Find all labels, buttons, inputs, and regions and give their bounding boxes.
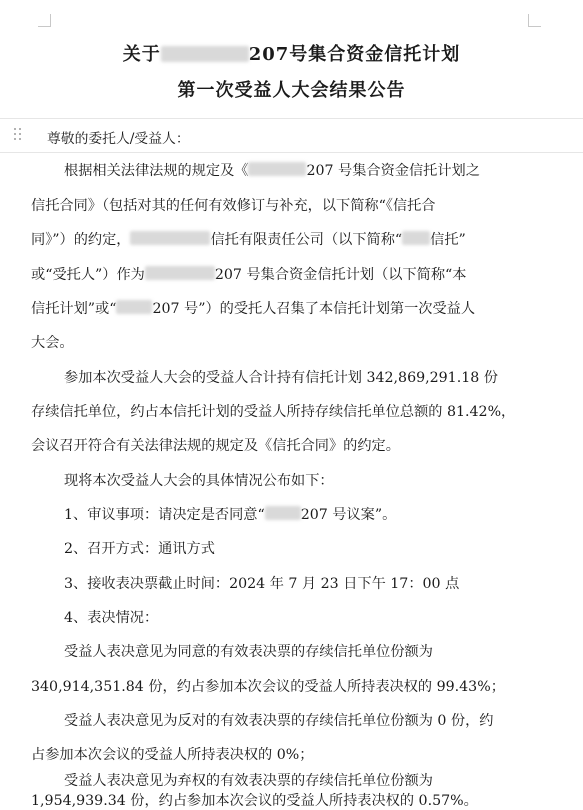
redacted-block (116, 300, 152, 314)
redacted-block (130, 231, 210, 245)
page-corner-mark-left (38, 14, 51, 27)
redacted-block (145, 266, 215, 280)
paragraph-line: 1,954,939.34 份，约占参加本次会议的受益人所持表决权的 0.57%。 (31, 793, 478, 809)
paragraph-line: 会议召开符合有关法律法规的规定及《信托合同》的约定。 (31, 438, 400, 454)
salutation: 尊敬的委托人/受益人： (47, 131, 190, 147)
list-item: 1、审议事项：请决定是否同意“ 207 号议案”。 (64, 507, 397, 523)
title-suffix: 207号集合资金信托计划 (248, 44, 461, 65)
paragraph-line: 受益人表决意见为反对的有效表决票的存续信托单位份额为 0 份，约 (64, 713, 494, 729)
paragraph-line: 现将本次受益人大会的具体情况公布如下： (64, 473, 334, 489)
redacted-block (265, 506, 301, 520)
redacted-block (402, 231, 430, 245)
paragraph-line: 根据相关法律法规的规定及《 207 号集合资金信托计划之 (64, 163, 480, 179)
paragraph-line: 存续信托单位，约占本信托计划的受益人所持存续信托单位总额的 81.42%， (31, 404, 516, 420)
doc-title-line-2: 第一次受益人大会结果公告 (177, 80, 406, 101)
paragraph-line: 受益人表决意见为弃权的有效表决票的存续信托单位份额为 (64, 773, 433, 789)
paragraph-line: 参加本次受益人大会的受益人合计持有信托计划 342,869,291.18 份 (64, 370, 498, 386)
redacted-block (248, 162, 306, 176)
paragraph-line: 或“受托人”）作为 207 号集合资金信托计划（以下简称“本 (31, 267, 467, 283)
list-item: 2、召开方式：通讯方式 (64, 541, 215, 557)
list-item: 3、接收表决票截止时间：2024 年 7 月 23 日下午 17：00 点 (64, 576, 460, 592)
divider-line (0, 118, 583, 119)
paragraph-line: 340,914,351.84 份，约占参加本次会议的受益人所持表决权的 99.43%； (31, 679, 505, 695)
paragraph-line: 大会。 (31, 335, 74, 351)
paragraph-line: 占参加本次会议的受益人所持表决权的 0%； (31, 747, 314, 763)
title-prefix: 关于 (122, 44, 161, 65)
paragraph-line: 信托计划”或“ 207 号”）的受托人召集了本信托计划第一次受益人 (31, 301, 476, 317)
list-item: 4、表决情况： (64, 610, 159, 626)
paragraph-line: 同》”）的约定， 信托有限责任公司（以下简称“ 信托” (31, 232, 466, 248)
paragraph-line: 受益人表决意见为同意的有效表决票的存续信托单位份额为 (64, 644, 433, 660)
paragraph-line: 信托合同》（包括对其的任何有效修订与补充，以下简称“《信托合 (31, 198, 436, 214)
doc-title-line-1 (0, 40, 583, 66)
divider-line (0, 152, 583, 153)
redacted-block (161, 46, 249, 62)
drag-handle-icon[interactable] (14, 128, 22, 142)
page-corner-mark-right (528, 14, 541, 27)
